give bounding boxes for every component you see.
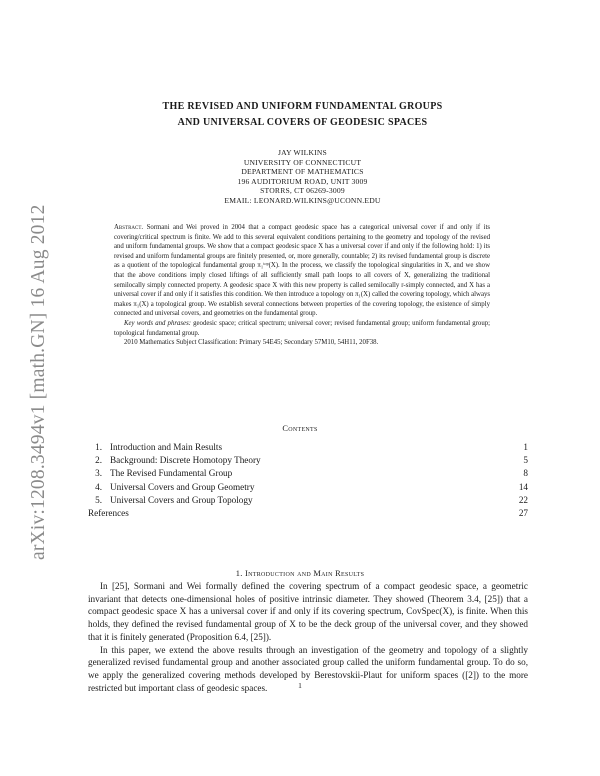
abstract-paragraph: [114, 223, 490, 319]
toc-entry[interactable]: [88, 481, 528, 494]
contents-heading: Contents: [282, 424, 318, 433]
toc-entry[interactable]: [88, 441, 528, 454]
toc-title: Universal Covers and Group Topology: [110, 494, 253, 505]
toc-page: 1: [523, 442, 528, 452]
toc-title: References: [88, 508, 129, 519]
page-number: 1: [298, 681, 302, 690]
body-paragraph: In [25], Sormani and Wei formally defined the covering spectrum of a compact geodesic space, a geometric invariant that detects one-dimensional holes of positive intrinsic diameter. They showed (Theorem 3.4, [25]) that a compact geodesic space X has a universal cover if and only if its covering spectrum, CovSpec(X), is finite. When this holds, they defined the revised fundamental group of X to be the deck group of the universal cover, and they showed that it is finitely generated (Proposition 6.4, [25]).: [88, 581, 528, 642]
toc-number: 4.: [95, 481, 102, 492]
author-department: DEPARTMENT OF MATHEMATICS: [241, 167, 364, 177]
keywords-text: geodesic space; critical spectrum; universal cover; revised fundamental group; uniform fundamental group; topological fundamental group.: [114, 319, 491, 337]
toc-title: Introduction and Main Results: [110, 442, 223, 452]
toc-entry[interactable]: [88, 467, 528, 480]
toc-entry[interactable]: [88, 494, 528, 507]
section-heading: 1. Introduction and Main Results: [235, 569, 365, 578]
msc-paragraph: [114, 338, 490, 348]
author-affiliation: UNIVERSITY OF CONNECTICUT: [243, 157, 362, 167]
toc-page: 8: [523, 468, 528, 479]
table-of-contents: [88, 441, 528, 520]
title-line-1: THE REVISED AND UNIFORM FUNDAMENTAL GROUPS: [162, 101, 443, 112]
toc-entry[interactable]: [88, 507, 528, 520]
author-block: [150, 148, 455, 206]
toc-number: 2.: [95, 455, 102, 466]
toc-page: 22: [518, 494, 528, 505]
toc-title: Background: Discrete Homotopy Theory: [110, 455, 261, 466]
keywords-paragraph: [114, 319, 490, 338]
toc-title: Universal Covers and Group Geometry: [110, 481, 255, 492]
toc-number: 5.: [95, 494, 102, 505]
toc-page: 14: [518, 481, 528, 492]
title-line-2: AND UNIVERSAL COVERS OF GEODESIC SPACES: [177, 117, 428, 128]
toc-title: The Revised Fundamental Group: [110, 468, 233, 479]
toc-number: 3.: [95, 468, 102, 479]
abstract-text: Sormani and Wei proved in 2004 that a compact geodesic space has a categorical universal cover if and only if its covering/critical spectrum is finite. We add to this several equivalent conditions pertaining to the geometry and topology of the revised and uniform fundamental groups. We show that a compact geodesic space X has a universal cover if and only if the following hold: 1) its revised and uniform fundamental groups are finitely presented, or, more generally, countable; 2) its revised fundamental group is discrete as a quotient of the topological fundamental group π₁ᵗᵒᵖ(X). In the process, we classify the topological singularities in X, and we show that the above conditions imply closed liftings of all sufficiently small path loops to all covers of X, generalizing the traditional semilocally simply connected property. A geodesic space X with this new property is called semilocally r-simply connected, and X has a universal cover if and only if it satisfies this condition. We then introduce a topology on π₁(X) called the covering topology, which always makes π₁(X) a topological group. We establish several connections between properties of the covering topology, the existence of simply connected and universal covers, and geometries on the fundamental group.: [114, 224, 490, 318]
msc-label: 2010 Mathematics Subject Classification:: [124, 339, 238, 347]
author-email: EMAIL: LEONARD.WILKINS@UCONN.EDU: [224, 195, 381, 205]
author-city: STORRS, CT 06269-3009: [260, 186, 345, 196]
msc-text: Primary 54E45; Secondary 57M10, 54H11, 20F38.: [239, 339, 379, 347]
toc-entry[interactable]: [88, 454, 528, 467]
body-text: [88, 580, 528, 694]
author-name: JAY WILKINS: [278, 148, 327, 157]
keywords-label: Key words and phrases:: [124, 319, 191, 327]
abstract-label: Abstract.: [114, 224, 144, 231]
author-street: 196 AUDITORIUM ROAD, UNIT 3009: [237, 176, 368, 186]
paper-title: [110, 99, 495, 131]
toc-page: 5: [523, 455, 528, 466]
body-paragraph: In this paper, we extend the above results through an investigation of the geometry and topology of a slightly generalized revised fundamental group and another associated group called the uniform fundamental group. To do so, we apply the generalized covering methods developed by Berestovskii-Plaut for uniform spaces ([2]) to the more restricted but important class of geodesic spaces.: [88, 644, 528, 693]
arxiv-identifier: arXiv:1208.3494v1 [math.GN] 16 Aug 2012: [28, 204, 49, 560]
toc-number: 1.: [95, 442, 102, 452]
toc-page: 27: [518, 508, 528, 519]
abstract: [114, 223, 490, 348]
